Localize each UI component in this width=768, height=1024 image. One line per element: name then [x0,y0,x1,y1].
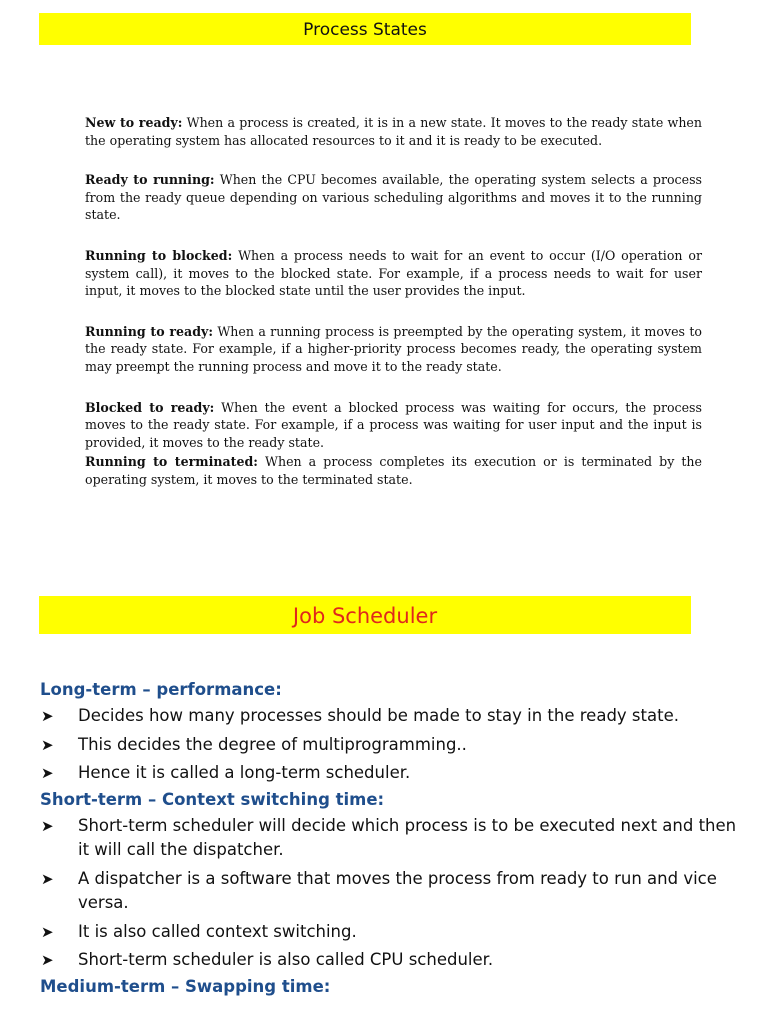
list-item [40,733,740,758]
list-item [40,867,740,916]
paragraph-text: When a process completes its execution or is terminated by the operating system, it moves to the terminated state. [85,454,703,487]
list-item [40,920,740,945]
paragraph-running-to-blocked [85,247,702,300]
job-scheduler-title-bar [39,596,691,634]
arrow-bullet-icon: ➤ [41,816,54,835]
arrow-bullet-icon: ➤ [41,951,54,969]
list-item [40,948,740,973]
list-item [40,761,740,786]
paragraph-new-to-ready [85,114,702,149]
arrow-bullet-icon: ➤ [41,707,54,725]
scheduler-section-medium-term [40,975,740,1001]
paragraph-label: New to ready: [85,115,183,130]
process-states-list [85,114,702,489]
scheduler-section-short-term [40,788,740,973]
list-item [40,814,740,863]
paragraph-running-to-ready [85,323,702,376]
section-heading: Long-term – performance: [40,680,282,699]
list-item-text: Decides how many processes should be made to stay in the ready state. [78,706,679,725]
list-item-text: A dispatcher is a software that moves the process from ready to run and vice versa. [78,868,717,912]
paragraph-label: Running to terminated: [85,454,258,470]
arrow-bullet-icon: ➤ [41,922,54,941]
list-item-text: Short-term scheduler is also called CPU scheduler. [78,950,494,969]
job-scheduler-title: Job Scheduler [292,604,438,628]
arrow-bullet-icon: ➤ [41,764,54,782]
paragraph-label: Blocked to ready: [85,399,215,415]
list-item-text: Hence it is called a long-term scheduler. [78,763,411,782]
paragraph-ready-to-running [85,171,702,224]
scheduler-section-long-term [40,678,740,786]
arrow-bullet-icon: ➤ [41,869,54,888]
list-item-text: It is also called context switching. [78,921,357,941]
section-heading: Short-term – Context switching time: [40,789,385,809]
list-item-text: Short-term scheduler will decide which process is to be executed next and then it will call the dispatcher. [78,815,737,859]
paragraph-text: When the CPU becomes available, the operating system selects a process from the ready queue depending on various scheduling algorithms and moves it to the running state. [85,172,702,223]
job-scheduler-content [40,678,740,1001]
paragraph-text: When a running process is preempted by the operating system, it moves to the ready state. For example, if a higher-priority process becomes ready, the operating system may preempt the running process and move it to the ready state. [85,323,702,374]
paragraph-label: Running to blocked: [85,247,233,263]
paragraph-text: When a process is created, it is in a new state. It moves to the ready state when the operating system has allocated resources to it and it is ready to be executed. [85,115,702,148]
paragraph-label: Running to ready: [85,323,213,339]
section-heading: Medium-term – Swapping time: [40,976,331,996]
list-item [40,704,740,729]
list-item-text: This decides the degree of multiprogramming.. [78,734,467,754]
process-states-title: Process States [303,20,427,40]
paragraph-running-to-terminated [85,453,702,488]
paragraph-label: Ready to running: [85,172,215,188]
paragraph-blocked-to-ready [85,399,702,452]
arrow-bullet-icon: ➤ [41,735,54,754]
paragraph-text: When the event a blocked process was waiting for occurs, the process moves to the ready state. For example, if a process was waiting for user input and the input is provided, it moves to the ready state. [85,399,702,450]
paragraph-text: When a process needs to wait for an event to occur (I/O operation or system call), it moves to the blocked state. For example, if a process needs to wait for user input, it moves to the blocked state until the user provides the input. [85,247,702,299]
process-states-title-bar [39,13,691,45]
